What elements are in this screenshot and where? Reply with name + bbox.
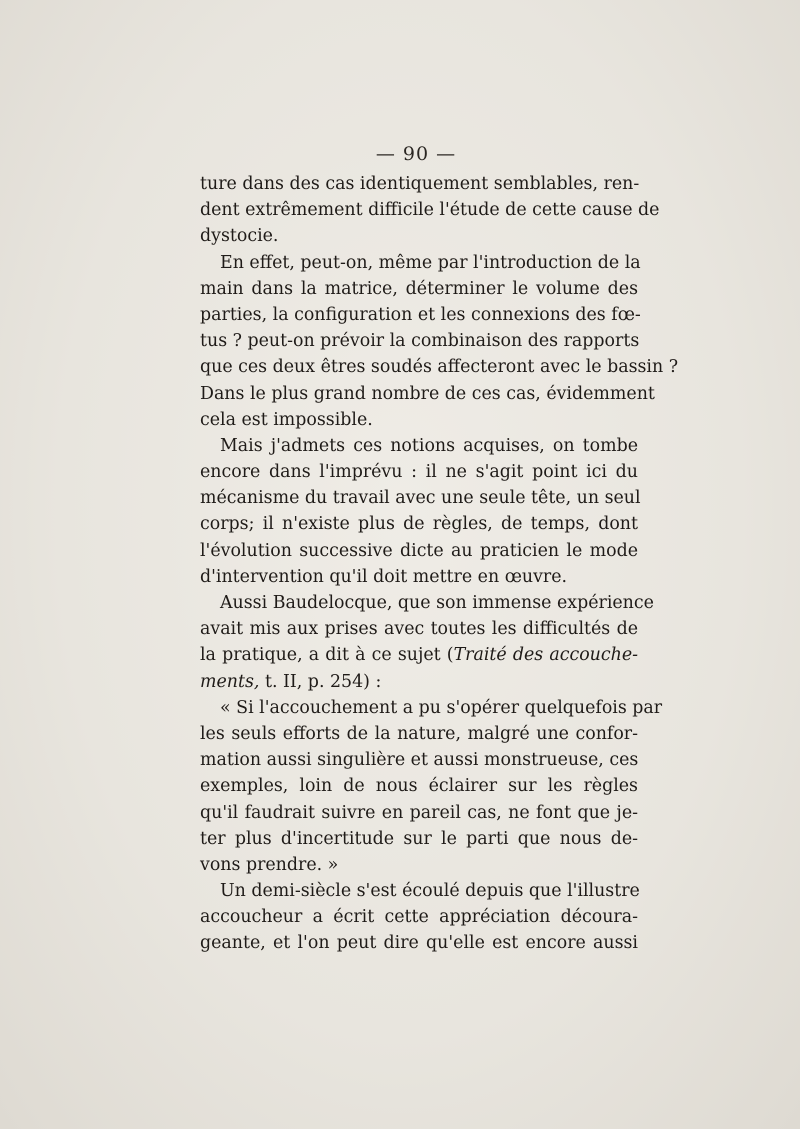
paragraph <box>200 590 654 695</box>
text-span: avait mis aux prises avec toutes les difficultés de <box>200 619 638 640</box>
paragraph <box>200 171 660 250</box>
text-line: ter plus d'incertitude sur le parti que nous de- <box>200 828 638 849</box>
text-span: Aussi Baudelocque, que son immense expérience <box>220 593 654 613</box>
text-line: encore dans l'imprévu : il ne s'agit point ici du <box>200 462 638 483</box>
text-line: d'intervention qu'il doit mettre en œuvre. <box>200 566 568 587</box>
text-line: accoucheur a écrit cette appréciation découra- <box>200 907 638 928</box>
quotation <box>200 695 663 878</box>
text-line <box>200 590 654 616</box>
text-line: ture dans des cas identiquement semblables, ren- <box>200 174 640 194</box>
text-line: En effet, peut-on, même par l'introduction de la <box>220 252 641 273</box>
text-line: Un demi-siècle s'est écoulé depuis que l'illustre <box>220 881 640 902</box>
text-line: corps; il n'existe plus de règles, de temps, dont <box>200 514 638 535</box>
text-line: Dans le plus grand nombre de ces cas, évidemment <box>200 383 655 404</box>
citation-title: Traité des accouche- <box>453 645 638 666</box>
text-line: dent extrêmement difficile l'étude de cette cause de <box>200 200 660 221</box>
text-line: cela est impossible. <box>200 409 373 430</box>
text-line: qu'il faudrait suivre en pareil cas, ne font que je- <box>200 802 638 823</box>
text-line: tus ? peut-on prévoir la combinaison des rapports <box>200 331 640 352</box>
text-line: mécanisme du travail avec une seule tête, un seul <box>200 488 641 509</box>
paragraph <box>200 250 679 433</box>
paragraph <box>200 433 641 590</box>
text-line <box>200 669 638 695</box>
text-line: parties, la configuration et les connexions des fœ- <box>200 304 641 325</box>
text-span: t. II, p. 254) : <box>259 671 382 692</box>
body-text <box>200 171 679 957</box>
text-line: geante, et l'on peut dire qu'elle est encore aussi <box>200 933 638 954</box>
text-line: que ces deux êtres soudés affecteront avec le bassin ? <box>200 357 679 378</box>
text-line: exemples, loin de nous éclairer sur les règles <box>200 776 638 797</box>
text-line: les seuls efforts de la nature, malgré une confor- <box>200 723 638 744</box>
text-line: « Si l'accouchement a pu s'opérer quelquefois par <box>220 697 663 718</box>
text-line <box>200 616 638 642</box>
page-number: — 90 — <box>375 143 457 165</box>
text-span: la pratique, a dit à ce sujet ( <box>200 645 454 666</box>
text-line: l'évolution successive dicte au praticien le mode <box>200 540 638 561</box>
paragraph <box>200 878 638 957</box>
text-line: vons prendre. » <box>200 854 339 875</box>
text-line <box>200 642 638 668</box>
text-line: mation aussi singulière et aussi monstrueuse, ces <box>200 750 639 771</box>
text-line: main dans la matrice, déterminer le volume des <box>200 278 638 299</box>
text-line: Mais j'admets ces notions acquises, on tombe <box>220 435 638 456</box>
text-line: dystocie. <box>200 226 279 247</box>
citation-title: ments, <box>200 671 260 692</box>
